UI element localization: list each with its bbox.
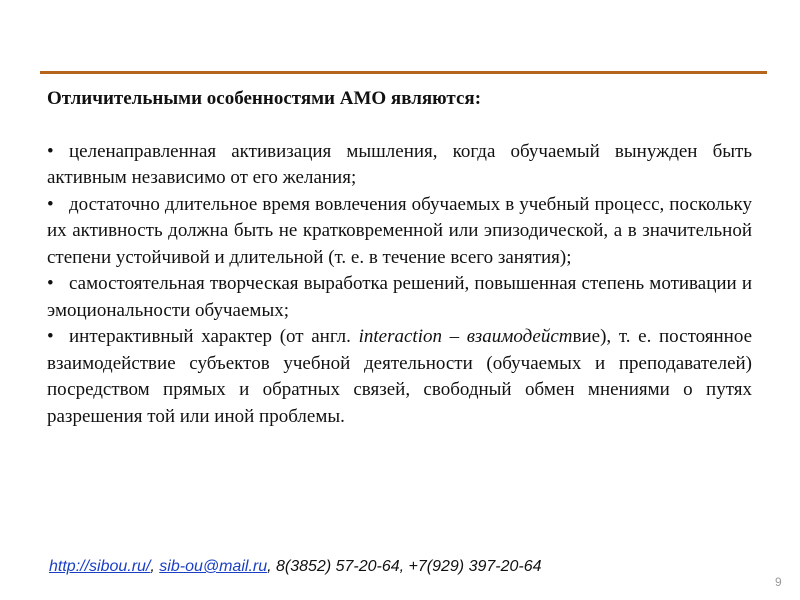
slide-content [47,86,752,430]
footer-contacts [49,558,542,576]
bullet-icon: • [47,326,54,347]
bullet-item-2 [47,192,752,272]
bullet-icon: • [47,273,54,294]
top-divider-line [40,71,767,74]
footer-separator: , [150,558,160,575]
bullet-text-part: вие), т. е. постоянное взаимодействие субъектов учебной деятельности (обучаемых и преподавателей) посредством прямых и обратных связей, свободный обмен мнениями о путях разрешения той или иной проблемы. [47,326,753,427]
bullet-italic-term: interaction – взаимодейст [358,326,573,347]
page-number: 9 [775,575,782,589]
bullet-icon: • [47,140,54,162]
bullet-text: самостоятельная творческая выработка решений, повышенная степень мотивации и эмоциональности обучаемых; [47,273,752,321]
bullet-item-4 [47,324,752,430]
bullet-icon: • [47,193,54,215]
bullet-item-3 [47,271,752,324]
bullet-text: целенаправленная активизация мышления, когда обучаемый вынужден быть активным независимо от его желания; [47,140,752,188]
bullet-text-part: интерактивный характер (от англ. [69,326,359,347]
website-link[interactable]: http://sibou.ru/ [49,558,151,575]
email-link[interactable]: sib-ou@mail.ru [159,558,268,575]
slide-heading: Отличительными особенностями АМО являются: [47,88,482,109]
footer-phones: , 8(3852) 57-20-64, +7(929) 397-20-64 [267,558,542,575]
bullet-item-1 [47,139,752,192]
bullet-text: достаточно длительное время вовлечения обучаемых в учебный процесс, поскольку их активность должна быть не кратковременной или эпизодической, а в значительной степени устойчивой и длительной (т. е. в течение всего занятия); [47,193,752,268]
